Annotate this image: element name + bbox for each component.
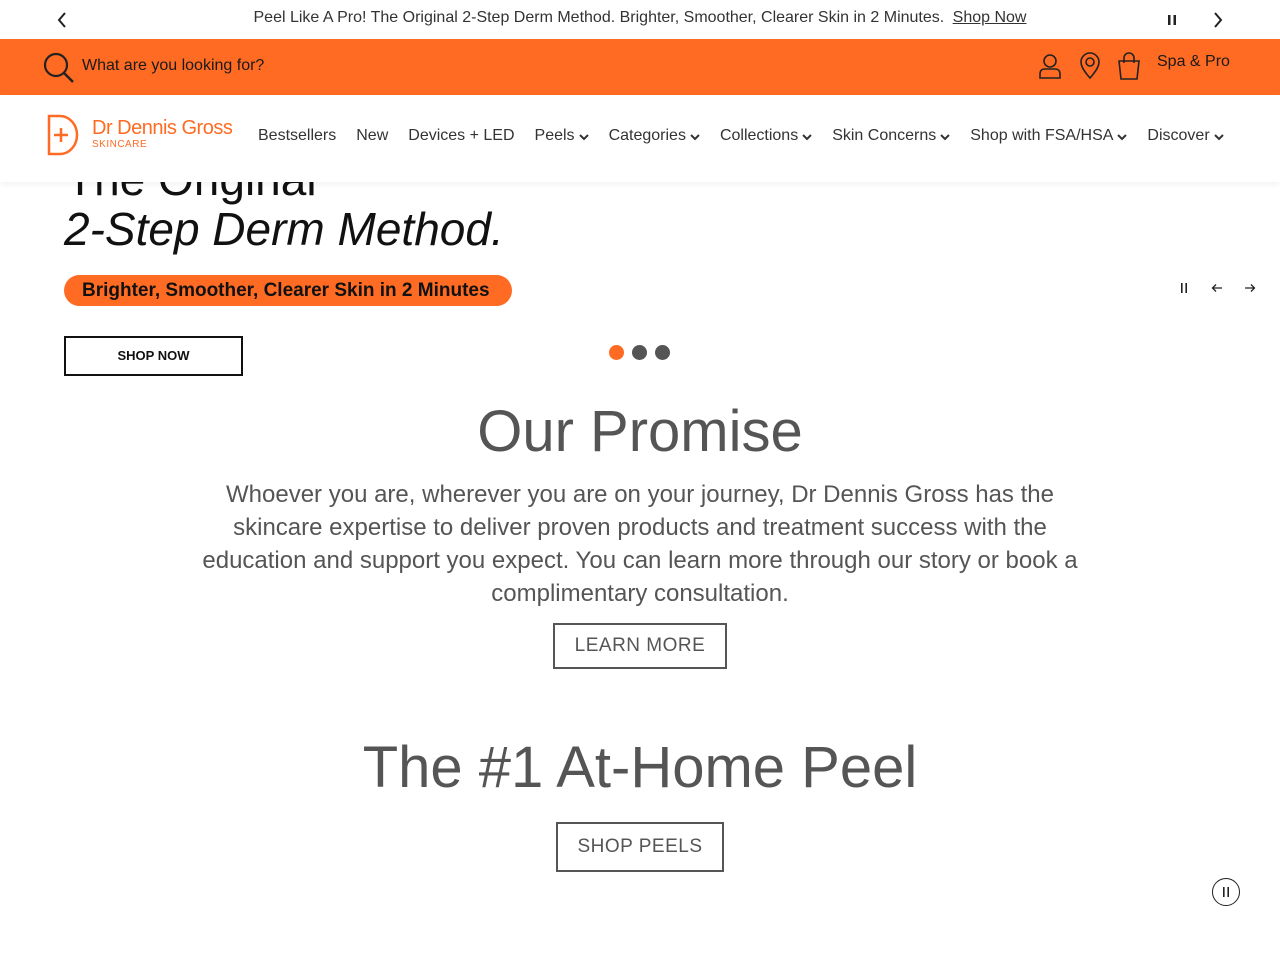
announcement-shop-now-link[interactable]: Shop Now	[952, 9, 1027, 26]
logo-brand-name: Dr Dennis Gross	[92, 117, 233, 139]
hero-pause-button[interactable]	[1174, 278, 1194, 298]
brand-logo[interactable]	[46, 113, 236, 157]
hero-shop-now-button[interactable]: SHOP NOW	[64, 336, 243, 376]
nav-item-bestsellers[interactable]	[258, 127, 336, 145]
logo-subtitle: SKINCARE	[92, 139, 148, 150]
carousel-dot-2[interactable]	[632, 345, 647, 360]
nav-item-label: Discover	[1147, 127, 1210, 144]
nav-item-new[interactable]	[356, 127, 388, 145]
nav-item-label: Categories	[608, 127, 686, 144]
learn-more-button[interactable]: LEARN MORE	[553, 623, 727, 669]
announcement-bar	[0, 0, 1280, 39]
pause-icon	[1179, 282, 1189, 294]
nav-item-categories[interactable]	[609, 127, 700, 145]
nav-item-label: Peels	[534, 127, 575, 144]
carousel-dots	[609, 345, 678, 360]
media-pause-button[interactable]	[1212, 878, 1240, 906]
nav-item-label: Skin Concerns	[832, 127, 937, 144]
carousel-dot-3[interactable]	[655, 345, 670, 360]
nav-item-shop-fsa-hsa[interactable]	[970, 127, 1127, 145]
arrow-left-icon	[1211, 283, 1223, 293]
promise-heading: Our Promise	[477, 399, 803, 464]
search-icon[interactable]	[42, 51, 76, 85]
account-icon	[1038, 53, 1062, 79]
carousel-dot-1[interactable]	[609, 345, 624, 360]
hero-prev-button[interactable]	[1207, 278, 1227, 298]
main-navigation	[0, 95, 1280, 182]
chevron-down-icon	[579, 134, 589, 141]
logo-text	[92, 118, 232, 152]
peel-heading: The #1 At-Home Peel	[362, 735, 918, 800]
logo-mark-icon	[46, 114, 80, 156]
chevron-right-icon	[1213, 12, 1223, 28]
nav-item-label: New	[356, 127, 389, 144]
nav-item-label: Devices + LED	[408, 127, 515, 144]
announcement-pause-button[interactable]	[1162, 10, 1182, 30]
nav-item-devices-led[interactable]	[408, 127, 514, 145]
hero-tagline-pill: Brighter, Smoother, Clearer Skin in 2 Minutes	[64, 275, 512, 306]
announcement-message	[0, 9, 1280, 27]
nav-item-skin-concerns[interactable]	[832, 127, 950, 145]
promise-body: Whoever you are, wherever you are on your journey, Dr Dennis Gross has the skincare expertise to deliver proven products and treatment success with the education and support you expect. You can learn more through our story or book a complimentary consultation.	[202, 481, 1078, 607]
hero-next-button[interactable]	[1240, 278, 1260, 298]
store-locator-icon	[1078, 52, 1102, 80]
hero-banner	[0, 182, 1280, 362]
store-locator-button[interactable]	[1076, 52, 1104, 80]
shop-peels-button[interactable]: SHOP PEELS	[556, 822, 724, 872]
announcement-text: Peel Like A Pro! The Original 2-Step Derm Method. Brighter, Smoother, Clearer Skin in 2 Minutes.	[253, 9, 945, 26]
search-bar	[0, 39, 1280, 95]
nav-item-discover[interactable]	[1147, 127, 1223, 145]
nav-item-peels[interactable]	[535, 127, 589, 145]
cart-button[interactable]	[1115, 52, 1143, 80]
chevron-down-icon	[1117, 134, 1127, 141]
pause-icon	[1167, 14, 1177, 26]
nav-menu	[258, 127, 1224, 145]
chevron-down-icon	[690, 134, 700, 141]
spa-pro-link[interactable]: Spa & Pro	[1157, 53, 1230, 70]
chevron-down-icon	[1214, 134, 1224, 141]
announcement-next-button[interactable]	[1206, 8, 1230, 32]
nav-item-label: Bestsellers	[258, 127, 337, 144]
search-input[interactable]	[82, 53, 582, 79]
nav-item-collections[interactable]	[720, 127, 812, 145]
nav-item-label: Collections	[719, 127, 799, 144]
chevron-down-icon	[940, 134, 950, 141]
account-button[interactable]	[1036, 52, 1064, 80]
pause-icon	[1221, 886, 1231, 898]
hero-headline-line2: 2-Step Derm Method.	[64, 203, 504, 255]
nav-item-label: Shop with FSA/HSA	[970, 127, 1114, 144]
shopping-bag-icon	[1116, 52, 1142, 80]
chevron-down-icon	[802, 134, 812, 141]
arrow-right-icon	[1244, 283, 1256, 293]
